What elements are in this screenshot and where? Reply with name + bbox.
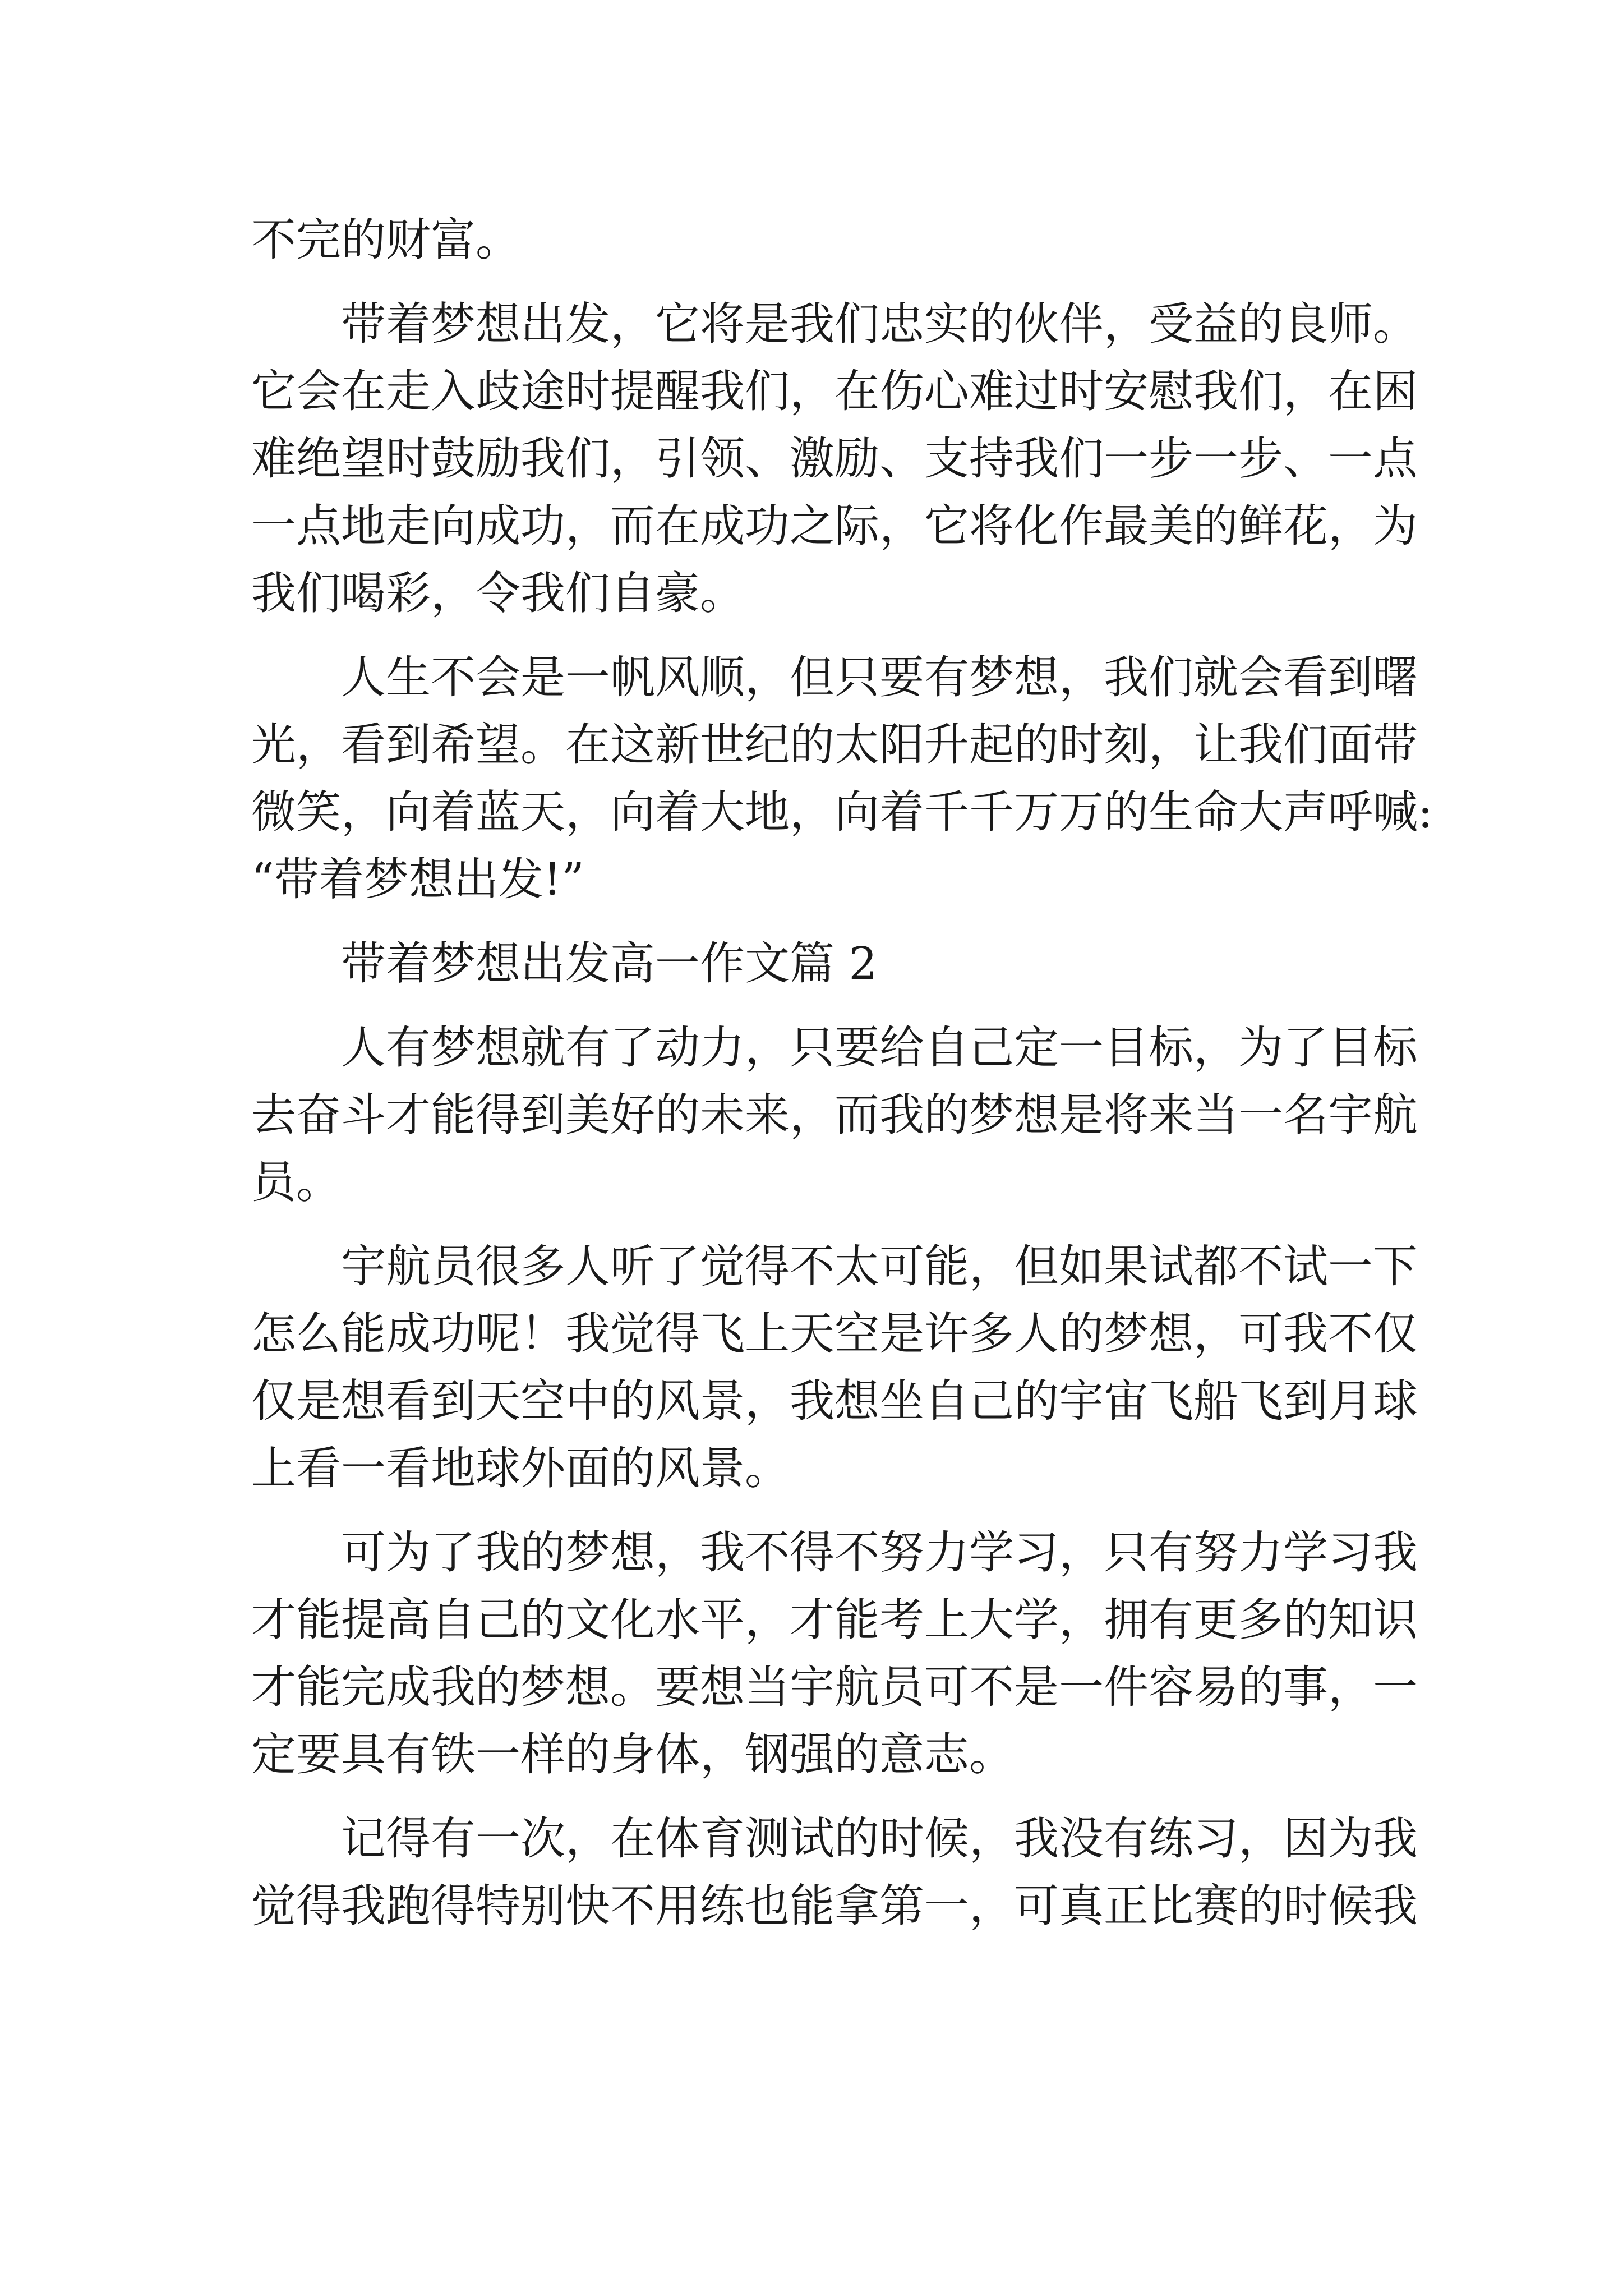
- text-line: 光，看到希望。在这新世纪的太阳升起的时刻，让我们面带: [251, 719, 1418, 771]
- text-line: 带着梦想出发，它将是我们忠实的伙伴，受益的良师。: [251, 298, 1418, 350]
- text-line: 一点地走向成功，而在成功之际，它将化作最美的鲜花，为: [251, 500, 1418, 552]
- text-line: 可为了我的梦想，我不得不努力学习，只有努力学习我: [251, 1526, 1418, 1579]
- text-line: 人生不会是一帆风顺，但只要有梦想，我们就会看到曙: [251, 651, 1418, 703]
- paragraph: [251, 206, 1395, 274]
- paragraph: [251, 1233, 1418, 1502]
- heading-line: 带着梦想出发高一作文篇 2: [251, 937, 878, 990]
- text-line: 不完的财富。: [251, 214, 520, 266]
- text-line: 仅是想看到天空中的风景，我想坐自己的宇宙飞船飞到月球: [251, 1375, 1418, 1427]
- text-line: 上看一看地球外面的风景。: [251, 1442, 790, 1494]
- text-line: 去奋斗才能得到美好的未来，而我的梦想是将来当一名宇航: [251, 1089, 1418, 1141]
- text-line: 它会在走入歧途时提醒我们，在伤心难过时安慰我们，在困: [251, 365, 1418, 417]
- document-body: [251, 206, 1433, 1940]
- text-line: “带着梦想出发!”: [251, 853, 584, 905]
- text-line: 微笑，向着蓝天，向着大地，向着千千万万的生命大声呼喊:: [251, 786, 1433, 838]
- paragraph: [251, 644, 1433, 913]
- text-line: 怎么能成功呢！我觉得飞上天空是许多人的梦想，可我不仅: [251, 1308, 1418, 1360]
- text-line: 宇航员很多人听了觉得不太可能，但如果试都不试一下: [251, 1240, 1418, 1292]
- paragraph: [251, 1014, 1418, 1216]
- section-heading: [251, 930, 1395, 997]
- paragraph: [251, 1519, 1418, 1788]
- text-line: 定要具有铁一样的身体，钢强的意志。: [251, 1728, 1014, 1780]
- paragraph: [251, 1805, 1418, 1940]
- text-line: 记得有一次，在体育测试的时候，我没有练习，因为我: [251, 1812, 1418, 1865]
- text-line: 才能提高自己的文化水平，才能考上大学，拥有更多的知识: [251, 1594, 1418, 1646]
- text-line: 觉得我跑得特别快不用练也能拿第一，可真正比赛的时候我: [251, 1880, 1418, 1932]
- text-line: 难绝望时鼓励我们，引领、激励、支持我们一步一步、一点: [251, 432, 1418, 485]
- paragraph: [251, 291, 1418, 627]
- text-line: 才能完成我的梦想。要想当宇航员可不是一件容易的事，一: [251, 1661, 1418, 1713]
- text-line: 我们喝彩，令我们自豪。: [251, 567, 745, 619]
- text-line: 员。: [251, 1156, 341, 1208]
- text-line: 人有梦想就有了动力，只要给自己定一目标，为了目标: [251, 1022, 1418, 1074]
